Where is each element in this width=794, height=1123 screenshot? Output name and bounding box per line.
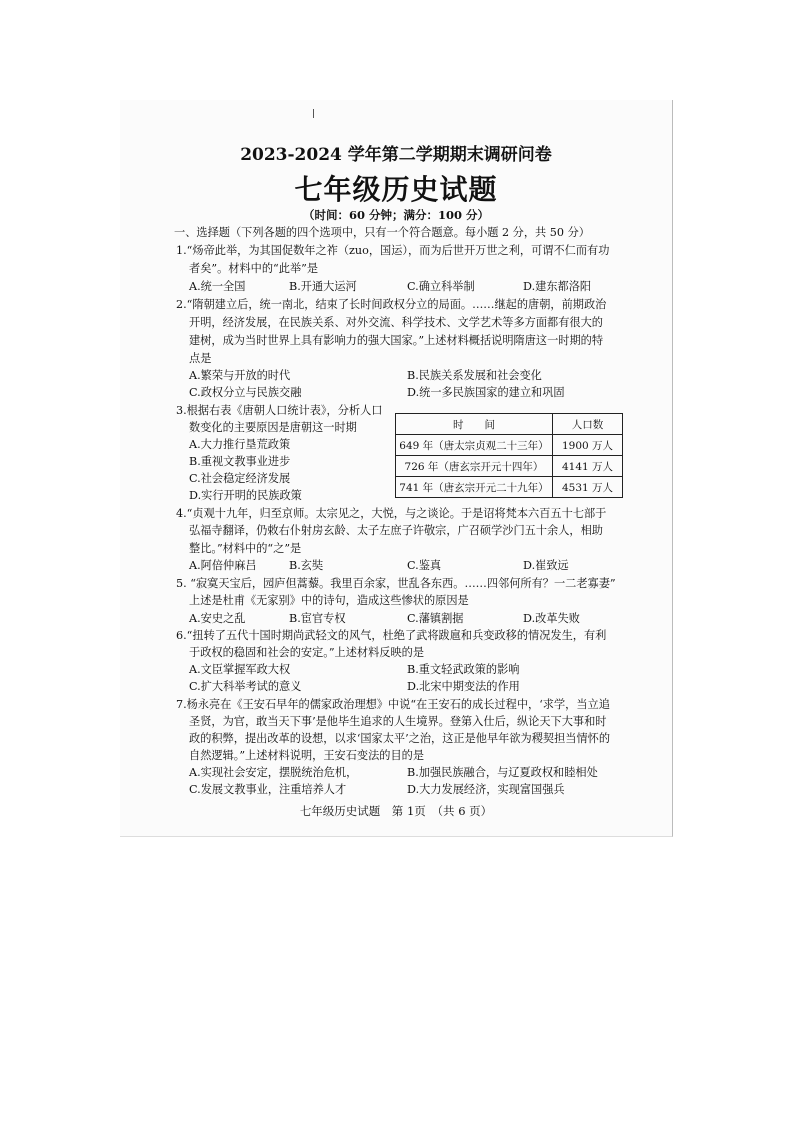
section-heading: 一、选择题（下列各题的四个选项中，只有一个符合题意。每小题 2 分，共 50 分） bbox=[174, 226, 590, 239]
table-cell-time: 649 年（唐太宗贞观二十三年） bbox=[396, 435, 553, 456]
q6-option-a: A.文臣掌握军政大权 bbox=[189, 663, 291, 676]
question-2-line-3: 建树，成为当时世界上具有影响力的强大国家。”上述材料概括说明隋唐这一时期的特 bbox=[189, 334, 604, 347]
question-1-line-2: 者矣”。材料中的“此举”是 bbox=[189, 262, 319, 275]
q4-option-d: D.崔致远 bbox=[523, 559, 569, 572]
question-7-line-1: 7.杨永亮在《王安石早年的儒家政治理想》中说“在王安石的成长过程中，‘求学，当立追 bbox=[176, 698, 610, 711]
q7-option-a: A.实现社会安定，摆脱统治危机， bbox=[189, 766, 358, 779]
question-7-line-3: 政的积弊，提出改革的设想，以求‘国家太平’之治，这正是他早年欲为稷契担当情怀的 bbox=[189, 732, 611, 745]
q4-option-c: C.鉴真 bbox=[407, 559, 442, 572]
q1-option-b: B.开通大运河 bbox=[289, 280, 357, 293]
q3-option-c: C.社会稳定经济发展 bbox=[189, 472, 291, 485]
q3-option-a: A.大力推行垦荒政策 bbox=[189, 438, 291, 451]
q3-option-b: B.重视文教事业进步 bbox=[189, 455, 291, 468]
table-cell-population: 4531 万人 bbox=[553, 477, 623, 498]
question-6-line-2: 于政权的稳固和社会的安定。”上述材料反映的是 bbox=[189, 646, 425, 659]
question-7-line-2: 圣贤，为官，敢当天下事’是他毕生追求的人生境界。登第入仕后，纵论天下大事和时 bbox=[189, 715, 607, 728]
table-header-row bbox=[396, 414, 623, 435]
q2-option-b: B.民族关系发展和社会变化 bbox=[407, 369, 542, 382]
exam-title: 2023-2024 学年第二学期期末调研问卷 bbox=[240, 145, 552, 165]
q2-option-c: C.政权分立与民族交融 bbox=[189, 386, 302, 399]
table-cell-population: 1900 万人 bbox=[553, 435, 623, 456]
q2-option-d: D.统一多民族国家的建立和巩固 bbox=[407, 386, 565, 399]
table-header-time: 时 间 bbox=[396, 414, 553, 435]
q1-option-a: A.统一全国 bbox=[189, 280, 246, 293]
question-4-line-3: 整比。”材料中的“之”是 bbox=[189, 542, 302, 555]
q6-option-b: B.重文轻武政策的影响 bbox=[407, 663, 520, 676]
q1-option-d: D.建东都洛阳 bbox=[523, 280, 592, 293]
question-2-line-4: 点是 bbox=[189, 352, 212, 365]
question-5-line-1: 5. “寂寞天宝后，园庐但蒿藜。我里百余家，世乱各东西。……四邻何所有？一二老寡妻” bbox=[176, 577, 616, 590]
q5-option-b: B.宦官专权 bbox=[289, 612, 346, 625]
exam-info: （时间：60 分钟；满分：100 分） bbox=[302, 208, 489, 222]
question-5-line-2: 上述是杜甫《无家别》中的诗句，造成这些惨状的原因是 bbox=[189, 594, 469, 607]
scan-mark bbox=[313, 109, 314, 118]
q4-option-a: A.阿倍仲麻吕 bbox=[189, 559, 257, 572]
question-1-line-1: 1.“炀帝此举，为其国促数年之祚（zuo，国运），而为后世开万世之利，可谓不仁而有功 bbox=[176, 244, 610, 257]
table-cell-population: 4141 万人 bbox=[553, 456, 623, 477]
question-3-line-1: 3.根据右表《唐朝人口统计表》，分析人口 bbox=[176, 404, 383, 417]
table-cell-time: 726 年（唐玄宗开元十四年） bbox=[396, 456, 553, 477]
q5-option-c: C.藩镇割据 bbox=[407, 612, 464, 625]
table-cell-time: 741 年（唐玄宗开元二十九年） bbox=[396, 477, 553, 498]
q4-option-b: B.玄奘 bbox=[289, 559, 324, 572]
q5-option-d: D.改革失败 bbox=[523, 612, 580, 625]
table-row bbox=[396, 477, 623, 498]
question-3-line-2: 数变化的主要原因是唐朝这一时期 bbox=[189, 421, 357, 434]
question-2-line-1: 2.“隋朝建立后，统一南北，结束了长时间政权分立的局面。……继起的唐朝，前期政治 bbox=[176, 298, 607, 311]
population-table bbox=[395, 413, 623, 498]
question-2-line-2: 开明，经济发展，在民族关系、对外交流、科学技术、文学艺术等多方面都有很大的 bbox=[189, 316, 603, 329]
exam-subtitle: 七年级历史试题 bbox=[294, 173, 498, 206]
q7-option-d: D.大力发展经济，实现富国强兵 bbox=[407, 783, 565, 796]
q5-option-a: A.安史之乱 bbox=[189, 612, 246, 625]
q7-option-c: C.发展文教事业，注重培养人才 bbox=[189, 783, 347, 796]
question-7-line-4: 自然逻辑。”上述材料说明，王安石变法的目的是 bbox=[189, 749, 425, 762]
q7-option-b: B.加强民族融合，与辽夏政权和睦相处 bbox=[407, 766, 598, 779]
question-4-line-1: 4.“贞观十九年，归至京师。太宗见之，大悦，与之谈论。于是诏将梵本六百五十七部于 bbox=[176, 507, 607, 520]
table-row bbox=[396, 435, 623, 456]
table-row bbox=[396, 456, 623, 477]
page-footer: 七年级历史试题 第 1页 （共 6 页） bbox=[299, 804, 493, 818]
q6-option-c: C.扩大科举考试的意义 bbox=[189, 680, 302, 693]
q2-option-a: A.繁荣与开放的时代 bbox=[189, 369, 291, 382]
table-header-population: 人口数 bbox=[553, 414, 623, 435]
q3-option-d: D.实行开明的民族政策 bbox=[189, 489, 302, 502]
question-6-line-1: 6.“扭转了五代十国时期尚武轻文的风气，杜绝了武将跋扈和兵变政移的情况发生，有利 bbox=[176, 629, 607, 642]
q1-option-c: C.确立科举制 bbox=[407, 280, 475, 293]
question-4-line-2: 弘福寺翻译，仍敕右仆射房玄龄、太子左庶子许敬宗，广召硕学沙门五十余人，相助 bbox=[189, 524, 603, 537]
q6-option-d: D.北宋中期变法的作用 bbox=[407, 680, 520, 693]
